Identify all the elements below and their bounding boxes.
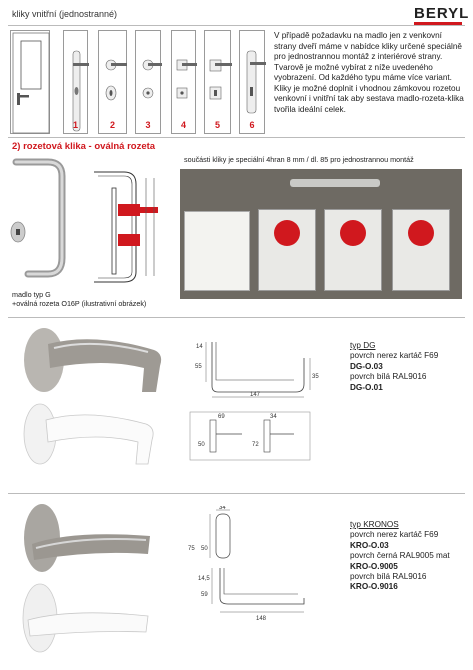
door-drawing: [11, 31, 51, 135]
dim-label: 148: [256, 616, 267, 622]
dg-handle-white-image: [18, 398, 168, 468]
dg-dimension-drawing: [186, 334, 324, 400]
kronos-handle-white-image: [12, 578, 162, 658]
installation-photo: [180, 169, 462, 299]
variant-number: 3: [145, 120, 151, 130]
handle-section-drawing: [84, 168, 176, 284]
dg-spec: [350, 341, 438, 393]
dim-label: 72: [252, 442, 259, 448]
variant-number: 1: [72, 120, 78, 130]
variant-2: [98, 30, 127, 134]
dim-label: 35: [312, 374, 319, 380]
photo-caption: součásti kliky je speciální 4hran 8 mm / dl. 85 pro jednostrannou montáž: [184, 155, 414, 164]
handle-g-illustration: [8, 158, 70, 284]
dg-code-2: DG-O.01: [350, 382, 383, 392]
kronos-finish-3: povrch bílá RAL9016: [350, 572, 427, 582]
variant-number: 5: [214, 120, 220, 130]
kronos-handle-steel-image: [12, 500, 162, 574]
dg-rosette-drawing: [186, 406, 316, 464]
variant-4: [171, 30, 196, 134]
variant-1: [63, 30, 88, 134]
spindle-image: [290, 179, 380, 187]
kronos-finish-2: povrch černá RAL9005 mat: [350, 551, 450, 561]
kronos-code-3: KRO-O.9016: [350, 582, 398, 592]
page-title: kliky vnitřní (jednostranné): [12, 9, 118, 19]
kronos-code-1: KRO-O.03: [350, 540, 389, 550]
brand-logo: BERYL: [414, 5, 470, 22]
handle-caption-line1: madlo typ G: [12, 290, 51, 299]
dim-label: 75: [188, 546, 195, 552]
section-divider: [8, 137, 465, 138]
kronos-finish-1: povrch nerez kartáč F69: [350, 530, 439, 540]
section-divider: [8, 317, 465, 318]
instruction-card: [392, 209, 450, 291]
kronos-type-title: typ KRONOS: [350, 520, 399, 529]
dim-label: 34: [219, 506, 226, 511]
variant-number: 2: [109, 120, 115, 130]
variant-6: [239, 30, 265, 134]
dim-label: 69: [218, 414, 225, 420]
intro-paragraph: V případě požadavku na madlo jen z venkovní strany dveří máme v nabídce kliky určené speciálně pro jednostrannou montáž z interiérové strany. Tvarově je možné vybírat z níže uvedeného vyobrazení. Od každého typu máme více variant. Kliky je možné doplnit i vhodnou zámkovou rozetou venkovní i vnitřní tak aby sestava madlo-rozeta-klika tvořila ideální celek.: [274, 31, 464, 114]
dim-label: 50: [201, 546, 208, 552]
dg-type-title: typ DG: [350, 341, 376, 350]
door-illustration: [10, 30, 50, 134]
variant-5: [204, 30, 231, 134]
dg-code-1: DG-O.03: [350, 361, 383, 371]
dim-label: 50: [198, 442, 205, 448]
kronos-dimension-drawing: [186, 506, 316, 624]
dim-label: 55: [195, 364, 202, 370]
dim-label: 14,5: [198, 576, 210, 582]
instruction-card: [184, 211, 250, 291]
variant-3: [135, 30, 161, 134]
dg-handle-steel-image: [14, 322, 174, 396]
instruction-card: [324, 209, 382, 291]
instruction-card: [258, 209, 316, 291]
dim-label: 34: [270, 414, 277, 420]
dg-finish-1: povrch nerez kartáč F69: [350, 351, 439, 361]
dim-label: 147: [250, 392, 261, 398]
dim-label: 14: [196, 344, 203, 350]
handle-caption-line2: +oválná rozeta O16P (ilustrativní obrázek): [12, 299, 147, 308]
dg-finish-2: povrch bílá RAL9016: [350, 372, 427, 382]
variant-number: 4: [180, 120, 186, 130]
kronos-spec: [350, 520, 450, 593]
dim-label: 59: [201, 592, 208, 598]
header-divider: [8, 25, 465, 26]
variant-number: 6: [249, 120, 255, 130]
kronos-code-2: KRO-O.9005: [350, 561, 398, 571]
section-title: 2) rozetová klika - oválná rozeta: [12, 141, 156, 152]
section-divider: [8, 493, 465, 494]
